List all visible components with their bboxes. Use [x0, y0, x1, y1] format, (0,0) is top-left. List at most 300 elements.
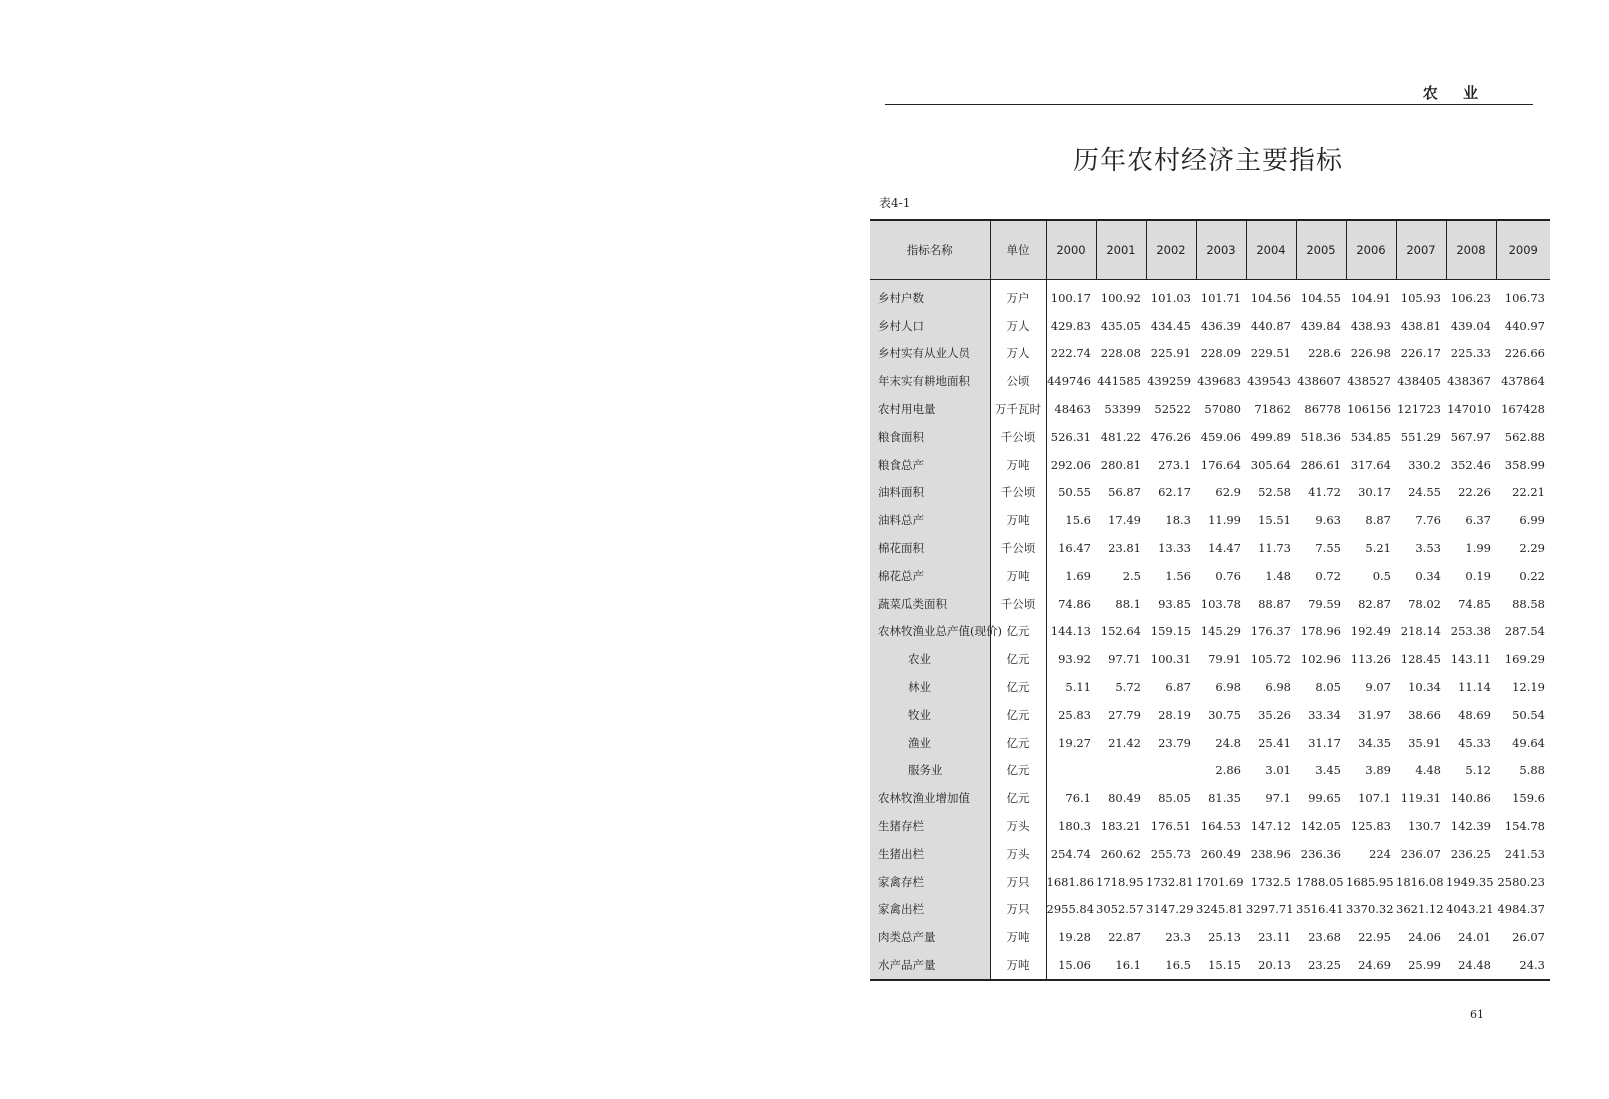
- value-cell: 20.13: [1246, 951, 1296, 980]
- unit-cell: 亿元: [990, 645, 1046, 673]
- value-cell: 292.06: [1050, 457, 1091, 472]
- indicator-name-cell: 棉花总产: [870, 562, 990, 590]
- value-cell: 218.14: [1400, 624, 1441, 639]
- value-cell: 24.3: [1496, 951, 1550, 980]
- value-cell: 260.62: [1100, 846, 1141, 861]
- value-cell: 6.87: [1165, 680, 1191, 695]
- value-cell: 15.51: [1258, 513, 1291, 528]
- value-cell: 9.63: [1315, 513, 1341, 528]
- value-cell: 0.5: [1372, 568, 1391, 583]
- value-cell: 25.83: [1058, 707, 1091, 722]
- table-row: [870, 701, 1550, 729]
- value-cell: 15.6: [1065, 513, 1091, 528]
- value-cell: 429.83: [1050, 318, 1091, 333]
- value-cell: 3297.71: [1246, 902, 1294, 917]
- table-row: [870, 923, 1550, 951]
- column-header: 2007: [1396, 220, 1446, 280]
- value-cell: 6.98: [1265, 680, 1291, 695]
- value-cell: 5.12: [1465, 763, 1491, 778]
- column-header: 2002: [1146, 220, 1196, 280]
- value-cell: 534.85: [1350, 429, 1391, 444]
- value-cell: 1732.5: [1250, 874, 1291, 889]
- value-cell: 3621.12: [1396, 902, 1444, 917]
- unit-cell: 万吨: [990, 506, 1046, 534]
- indicator-name-cell: 服务业: [870, 757, 990, 785]
- table-row: [870, 645, 1550, 673]
- value-cell: 5.88: [1519, 763, 1545, 778]
- value-cell: 436.39: [1200, 318, 1241, 333]
- value-cell: 499.89: [1250, 429, 1291, 444]
- indicator-name-cell: 乡村实有从业人员: [870, 340, 990, 368]
- value-cell: 6.37: [1465, 513, 1491, 528]
- value-cell: 305.64: [1250, 457, 1291, 472]
- unit-cell: 万只: [990, 868, 1046, 896]
- value-cell: 147.12: [1250, 819, 1291, 834]
- value-cell: 236.25: [1450, 846, 1491, 861]
- value-cell: 52.58: [1258, 485, 1291, 500]
- value-cell: 23.11: [1258, 930, 1291, 945]
- column-header: 2009: [1496, 220, 1550, 280]
- value-cell: 102.96: [1300, 652, 1341, 667]
- value-cell: 439259: [1147, 374, 1191, 389]
- value-cell: 440.97: [1504, 318, 1545, 333]
- value-cell: 41.72: [1308, 485, 1341, 500]
- value-cell: 5.21: [1365, 541, 1391, 556]
- value-cell: 11.99: [1208, 513, 1241, 528]
- value-cell: 3.01: [1265, 763, 1291, 778]
- value-cell: 88.1: [1115, 596, 1141, 611]
- value-cell: 93.85: [1158, 596, 1191, 611]
- value-cell: 164.53: [1200, 819, 1241, 834]
- value-cell: 23.79: [1158, 735, 1191, 750]
- value-cell: 176.64: [1200, 457, 1241, 472]
- value-cell: 30.17: [1358, 485, 1391, 500]
- table-row: [870, 784, 1550, 812]
- value-cell: 1.69: [1065, 568, 1091, 583]
- value-cell: 236.36: [1300, 846, 1341, 861]
- unit-cell: 万头: [990, 840, 1046, 868]
- value-cell: 142.39: [1450, 819, 1491, 834]
- unit-cell: 亿元: [990, 618, 1046, 646]
- value-cell: 317.64: [1350, 457, 1391, 472]
- value-cell: 82.87: [1358, 596, 1391, 611]
- value-cell: 1.99: [1465, 541, 1491, 556]
- table-row: [870, 757, 1550, 785]
- value-cell: 167428: [1501, 402, 1545, 417]
- value-cell: 144.13: [1050, 624, 1091, 639]
- value-cell: 23.3: [1165, 930, 1191, 945]
- indicator-name-cell: 农业: [870, 645, 990, 673]
- value-cell: 22.87: [1108, 930, 1141, 945]
- column-header: 2004: [1246, 220, 1296, 280]
- value-cell: 4.48: [1415, 763, 1441, 778]
- indicator-table: [870, 219, 1550, 981]
- value-cell: 119.31: [1400, 791, 1441, 806]
- value-cell: 439683: [1197, 374, 1241, 389]
- indicator-name-cell: 农林牧渔业总产值(现价): [870, 618, 990, 646]
- unit-cell: 万千瓦时: [990, 395, 1046, 423]
- value-cell: 100.31: [1150, 652, 1191, 667]
- value-cell: 3.45: [1315, 763, 1341, 778]
- value-cell: 439.84: [1300, 318, 1341, 333]
- value-cell: 183.21: [1100, 819, 1141, 834]
- indicator-name-cell: 家禽存栏: [870, 868, 990, 896]
- value-cell: 56.87: [1108, 485, 1141, 500]
- value-cell: 22.21: [1512, 485, 1545, 500]
- value-cell: 125.83: [1350, 819, 1391, 834]
- indicator-name-cell: 渔业: [870, 729, 990, 757]
- value-cell: 71862: [1254, 402, 1291, 417]
- table-row: [870, 840, 1550, 868]
- table-row: [870, 423, 1550, 451]
- unit-cell: 公顷: [990, 367, 1046, 395]
- table-row: [870, 312, 1550, 340]
- value-cell: 440.87: [1250, 318, 1291, 333]
- table-row: [870, 367, 1550, 395]
- value-cell: 78.02: [1408, 596, 1441, 611]
- value-cell: 7.76: [1415, 513, 1441, 528]
- value-cell: 159.6: [1512, 791, 1545, 806]
- value-cell: 1.48: [1265, 568, 1291, 583]
- value-cell: 23.68: [1308, 930, 1341, 945]
- value-cell: 5.11: [1065, 680, 1091, 695]
- indicator-name-cell: 粮食面积: [870, 423, 990, 451]
- indicator-name-cell: 棉花面积: [870, 534, 990, 562]
- value-cell: 85.05: [1158, 791, 1191, 806]
- value-cell: 23.25: [1296, 951, 1346, 980]
- column-header: 2001: [1096, 220, 1146, 280]
- value-cell: 74.85: [1458, 596, 1491, 611]
- value-cell: 1681.86: [1046, 874, 1095, 889]
- value-cell: 6.98: [1215, 680, 1241, 695]
- value-cell: 35.26: [1258, 707, 1291, 722]
- value-cell: 105.72: [1250, 652, 1291, 667]
- value-cell: 105.93: [1400, 290, 1441, 305]
- value-cell: 226.98: [1350, 346, 1391, 361]
- indicator-name-cell: 蔬菜瓜类面积: [870, 590, 990, 618]
- unit-cell: 万吨: [990, 951, 1046, 980]
- unit-cell: 亿元: [990, 729, 1046, 757]
- value-cell: 1718.95: [1096, 874, 1144, 889]
- unit-cell: 千公顷: [990, 590, 1046, 618]
- value-cell: 50.55: [1058, 485, 1091, 500]
- value-cell: 481.22: [1100, 429, 1141, 444]
- value-cell: [1096, 757, 1146, 785]
- value-cell: 226.17: [1400, 346, 1441, 361]
- value-cell: 0.76: [1215, 568, 1241, 583]
- value-cell: 4043.21: [1446, 902, 1494, 917]
- value-cell: 0.72: [1315, 568, 1341, 583]
- value-cell: 438527: [1347, 374, 1391, 389]
- value-cell: 38.66: [1408, 707, 1441, 722]
- value-cell: 57080: [1204, 402, 1241, 417]
- indicator-name-cell: 年末实有耕地面积: [870, 367, 990, 395]
- value-cell: 48463: [1054, 402, 1091, 417]
- value-cell: 4984.37: [1497, 902, 1545, 917]
- table-row: [870, 896, 1550, 924]
- value-cell: 16.5: [1146, 951, 1196, 980]
- value-cell: 106156: [1347, 402, 1391, 417]
- value-cell: 34.35: [1358, 735, 1391, 750]
- value-cell: 45.33: [1458, 735, 1491, 750]
- header-rule: [885, 104, 1533, 105]
- value-cell: 104.55: [1300, 290, 1341, 305]
- value-cell: 228.09: [1200, 346, 1241, 361]
- value-cell: 0.19: [1465, 568, 1491, 583]
- indicator-name-cell: 农林牧渔业增加值: [870, 784, 990, 812]
- column-header: 2008: [1446, 220, 1496, 280]
- indicator-name-cell: 林业: [870, 673, 990, 701]
- table-row: [870, 479, 1550, 507]
- value-cell: 330.2: [1408, 457, 1441, 472]
- unit-cell: 万人: [990, 312, 1046, 340]
- value-cell: 31.17: [1308, 735, 1341, 750]
- table-id: 表4-1: [879, 196, 911, 210]
- value-cell: 228.08: [1100, 346, 1141, 361]
- value-cell: 93.92: [1058, 652, 1091, 667]
- value-cell: 19.27: [1058, 735, 1091, 750]
- table-row: [870, 451, 1550, 479]
- value-cell: 439.04: [1450, 318, 1491, 333]
- value-cell: 435.05: [1100, 318, 1141, 333]
- value-cell: 224: [1369, 846, 1391, 861]
- value-cell: 97.1: [1265, 791, 1291, 806]
- table-row: [870, 506, 1550, 534]
- value-cell: 2580.23: [1497, 874, 1545, 889]
- value-cell: 101.03: [1150, 290, 1191, 305]
- value-cell: 28.19: [1158, 707, 1191, 722]
- table-row: [870, 868, 1550, 896]
- value-cell: 352.46: [1450, 457, 1491, 472]
- value-cell: 154.78: [1504, 819, 1545, 834]
- value-cell: 358.99: [1504, 457, 1545, 472]
- unit-cell: 万吨: [990, 451, 1046, 479]
- value-cell: 53399: [1104, 402, 1141, 417]
- indicator-name-cell: 生猪出栏: [870, 840, 990, 868]
- value-cell: 551.29: [1400, 429, 1441, 444]
- unit-cell: 万头: [990, 812, 1046, 840]
- indicator-name-cell: 牧业: [870, 701, 990, 729]
- unit-cell: 千公顷: [990, 479, 1046, 507]
- page-number: 61: [1470, 1008, 1484, 1021]
- value-cell: 88.87: [1258, 596, 1291, 611]
- value-cell: 106.73: [1504, 290, 1545, 305]
- value-cell: 121723: [1397, 402, 1441, 417]
- value-cell: 1788.05: [1296, 874, 1344, 889]
- indicator-table-wrapper: [870, 219, 1550, 981]
- value-cell: 80.49: [1108, 791, 1141, 806]
- unit-cell: 亿元: [990, 701, 1046, 729]
- value-cell: 35.91: [1408, 735, 1441, 750]
- value-cell: 441585: [1097, 374, 1141, 389]
- column-header: 单位: [990, 220, 1046, 280]
- value-cell: 128.45: [1400, 652, 1441, 667]
- value-cell: 31.97: [1358, 707, 1391, 722]
- value-cell: 1701.69: [1196, 874, 1244, 889]
- column-header: 2006: [1346, 220, 1396, 280]
- value-cell: 8.87: [1365, 513, 1391, 528]
- table-row: [870, 673, 1550, 701]
- value-cell: 280.81: [1100, 457, 1141, 472]
- value-cell: 100.92: [1100, 290, 1141, 305]
- column-header: 2003: [1196, 220, 1246, 280]
- table-body: [870, 280, 1550, 980]
- value-cell: 15.15: [1196, 951, 1246, 980]
- value-cell: 0.34: [1415, 568, 1441, 583]
- value-cell: 88.58: [1512, 596, 1545, 611]
- value-cell: 434.45: [1150, 318, 1191, 333]
- table-row: [870, 618, 1550, 646]
- value-cell: 76.1: [1065, 791, 1091, 806]
- value-cell: 1732.81: [1146, 874, 1194, 889]
- value-cell: 106.23: [1450, 290, 1491, 305]
- table-header-row: [870, 220, 1550, 280]
- unit-cell: 千公顷: [990, 423, 1046, 451]
- value-cell: 437864: [1501, 374, 1545, 389]
- value-cell: 3147.29: [1146, 902, 1194, 917]
- value-cell: 5.72: [1115, 680, 1141, 695]
- value-cell: 24.69: [1346, 951, 1396, 980]
- value-cell: 241.53: [1504, 846, 1545, 861]
- value-cell: 103.78: [1200, 596, 1241, 611]
- value-cell: 22.95: [1358, 930, 1391, 945]
- value-cell: 104.91: [1350, 290, 1391, 305]
- value-cell: 12.19: [1512, 680, 1545, 695]
- value-cell: 260.49: [1200, 846, 1241, 861]
- table-row: [870, 729, 1550, 757]
- value-cell: 1685.95: [1346, 874, 1394, 889]
- value-cell: 16.1: [1096, 951, 1146, 980]
- value-cell: 222.74: [1050, 346, 1091, 361]
- column-header: 指标名称: [870, 220, 990, 280]
- value-cell: 33.34: [1308, 707, 1341, 722]
- value-cell: 100.17: [1050, 290, 1091, 305]
- value-cell: 17.49: [1108, 513, 1141, 528]
- value-cell: 253.38: [1450, 624, 1491, 639]
- value-cell: 526.31: [1050, 429, 1091, 444]
- value-cell: 49.64: [1512, 735, 1545, 750]
- value-cell: 228.6: [1308, 346, 1341, 361]
- value-cell: 10.34: [1408, 680, 1441, 695]
- unit-cell: 万人: [990, 340, 1046, 368]
- value-cell: 101.71: [1200, 290, 1241, 305]
- indicator-name-cell: 粮食总产: [870, 451, 990, 479]
- value-cell: 562.88: [1504, 429, 1545, 444]
- unit-cell: 亿元: [990, 757, 1046, 785]
- value-cell: 459.06: [1200, 429, 1241, 444]
- value-cell: 178.96: [1300, 624, 1341, 639]
- value-cell: 287.54: [1504, 624, 1545, 639]
- value-cell: 3052.57: [1096, 902, 1144, 917]
- value-cell: 152.64: [1100, 624, 1141, 639]
- value-cell: 25.99: [1396, 951, 1446, 980]
- value-cell: 25.13: [1208, 930, 1241, 945]
- value-cell: 2.29: [1519, 541, 1545, 556]
- indicator-name-cell: 油料总产: [870, 506, 990, 534]
- value-cell: 99.65: [1308, 791, 1341, 806]
- unit-cell: 万只: [990, 896, 1046, 924]
- value-cell: 52522: [1154, 402, 1191, 417]
- value-cell: 254.74: [1050, 846, 1091, 861]
- value-cell: 3.89: [1365, 763, 1391, 778]
- value-cell: 2955.84: [1046, 902, 1095, 917]
- value-cell: 8.05: [1315, 680, 1341, 695]
- value-cell: 16.47: [1058, 541, 1091, 556]
- value-cell: 142.05: [1300, 819, 1341, 834]
- value-cell: 3.53: [1415, 541, 1441, 556]
- value-cell: 14.47: [1208, 541, 1241, 556]
- value-cell: 24.48: [1446, 951, 1496, 980]
- column-header: 2000: [1046, 220, 1096, 280]
- value-cell: 438405: [1397, 374, 1441, 389]
- value-cell: 438.81: [1400, 318, 1441, 333]
- value-cell: 3370.32: [1346, 902, 1394, 917]
- table-row: [870, 395, 1550, 423]
- value-cell: 225.33: [1450, 346, 1491, 361]
- value-cell: 107.1: [1358, 791, 1391, 806]
- value-cell: 81.35: [1208, 791, 1241, 806]
- value-cell: 255.73: [1150, 846, 1191, 861]
- value-cell: 180.3: [1058, 819, 1091, 834]
- value-cell: 229.51: [1250, 346, 1291, 361]
- column-header: 2005: [1296, 220, 1346, 280]
- unit-cell: 亿元: [990, 673, 1046, 701]
- value-cell: 22.26: [1458, 485, 1491, 500]
- unit-cell: 千公顷: [990, 534, 1046, 562]
- value-cell: 11.73: [1258, 541, 1291, 556]
- value-cell: 273.1: [1158, 457, 1191, 472]
- table-row: [870, 280, 1550, 312]
- value-cell: 24.06: [1408, 930, 1441, 945]
- value-cell: 104.56: [1250, 290, 1291, 305]
- value-cell: [1046, 757, 1096, 785]
- value-cell: 169.29: [1504, 652, 1545, 667]
- indicator-name-cell: 农村用电量: [870, 395, 990, 423]
- value-cell: 23.81: [1108, 541, 1141, 556]
- value-cell: 97.71: [1108, 652, 1141, 667]
- value-cell: 24.01: [1458, 930, 1491, 945]
- value-cell: 1.56: [1165, 568, 1191, 583]
- value-cell: 19.28: [1058, 930, 1091, 945]
- value-cell: 9.07: [1365, 680, 1391, 695]
- table-row: [870, 340, 1550, 368]
- value-cell: 27.79: [1108, 707, 1141, 722]
- value-cell: 226.66: [1504, 346, 1545, 361]
- indicator-name-cell: 肉类总产量: [870, 923, 990, 951]
- value-cell: 7.55: [1315, 541, 1341, 556]
- page-title: 历年农村经济主要指标: [1072, 146, 1343, 176]
- value-cell: 13.33: [1158, 541, 1191, 556]
- value-cell: 11.14: [1458, 680, 1491, 695]
- value-cell: [1146, 757, 1196, 785]
- value-cell: 518.36: [1300, 429, 1341, 444]
- value-cell: 147010: [1447, 402, 1491, 417]
- value-cell: 2.86: [1215, 763, 1241, 778]
- table-row: [870, 812, 1550, 840]
- value-cell: 159.15: [1150, 624, 1191, 639]
- indicator-name-cell: 家禽出栏: [870, 896, 990, 924]
- value-cell: 140.86: [1450, 791, 1491, 806]
- value-cell: 438607: [1297, 374, 1341, 389]
- value-cell: 3516.41: [1296, 902, 1344, 917]
- value-cell: 74.86: [1058, 596, 1091, 611]
- value-cell: 3245.81: [1196, 902, 1244, 917]
- value-cell: 25.41: [1258, 735, 1291, 750]
- indicator-name-cell: 油料面积: [870, 479, 990, 507]
- value-cell: 143.11: [1450, 652, 1491, 667]
- value-cell: 439543: [1247, 374, 1291, 389]
- unit-cell: 万户: [990, 280, 1046, 312]
